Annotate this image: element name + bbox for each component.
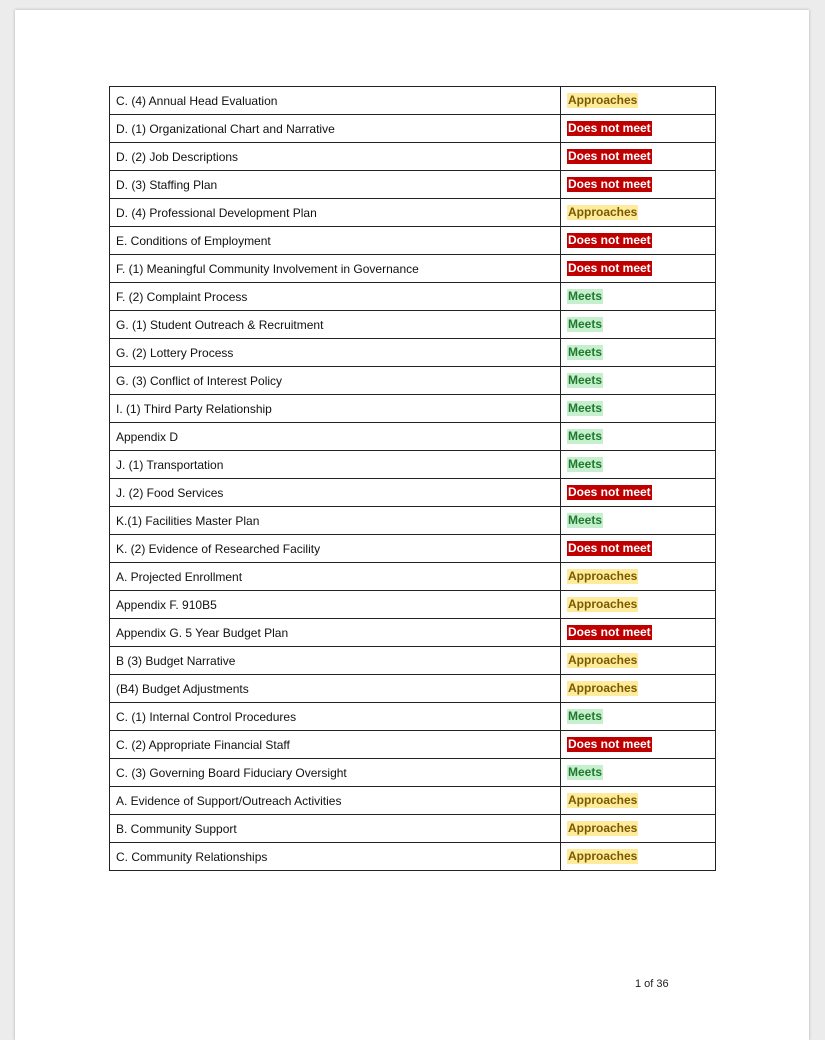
criterion-cell: G. (3) Conflict of Interest Policy	[110, 367, 561, 395]
criterion-cell: A. Projected Enrollment	[110, 563, 561, 591]
rating-badge: Approaches	[568, 569, 638, 583]
table-row	[110, 395, 716, 423]
rating-badge: Meets	[568, 457, 603, 471]
rating-cell	[561, 731, 716, 759]
rating-badge: Approaches	[568, 205, 638, 219]
rating-cell	[561, 843, 716, 871]
rating-cell	[561, 703, 716, 731]
rating-badge: Approaches	[568, 597, 638, 611]
table-row	[110, 227, 716, 255]
table-row	[110, 451, 716, 479]
rating-badge: Meets	[568, 373, 603, 387]
rating-cell	[561, 675, 716, 703]
rating-cell	[561, 339, 716, 367]
rating-cell	[561, 255, 716, 283]
rating-badge: Approaches	[568, 849, 638, 863]
table-row	[110, 619, 716, 647]
criterion-cell: F. (2) Complaint Process	[110, 283, 561, 311]
criterion-cell: C. (4) Annual Head Evaluation	[110, 87, 561, 115]
table-row	[110, 87, 716, 115]
rating-cell	[561, 563, 716, 591]
criterion-cell: D. (2) Job Descriptions	[110, 143, 561, 171]
criterion-cell: Appendix G. 5 Year Budget Plan	[110, 619, 561, 647]
criterion-cell: D. (4) Professional Development Plan	[110, 199, 561, 227]
table-row	[110, 647, 716, 675]
rating-badge: Meets	[568, 709, 603, 723]
rating-badge: Does not meet	[568, 541, 651, 555]
rating-badge: Meets	[568, 429, 603, 443]
table-row	[110, 815, 716, 843]
table-row	[110, 759, 716, 787]
table-row	[110, 311, 716, 339]
rating-cell	[561, 451, 716, 479]
rating-badge: Approaches	[568, 653, 638, 667]
criterion-cell: Appendix F. 910B5	[110, 591, 561, 619]
criterion-cell: D. (3) Staffing Plan	[110, 171, 561, 199]
rating-badge: Does not meet	[568, 261, 651, 275]
rating-badge: Meets	[568, 317, 603, 331]
document-page	[15, 10, 809, 1040]
rating-cell	[561, 479, 716, 507]
rating-badge: Does not meet	[568, 625, 651, 639]
table-row	[110, 675, 716, 703]
table-row	[110, 171, 716, 199]
table-row	[110, 143, 716, 171]
rating-badge: Does not meet	[568, 149, 651, 163]
rating-cell	[561, 171, 716, 199]
rating-badge: Does not meet	[568, 233, 651, 247]
criterion-cell: Appendix D	[110, 423, 561, 451]
rating-badge: Meets	[568, 289, 603, 303]
rating-cell	[561, 647, 716, 675]
table-row	[110, 507, 716, 535]
rating-badge: Meets	[568, 765, 603, 779]
rating-cell	[561, 787, 716, 815]
criterion-cell: C. (1) Internal Control Procedures	[110, 703, 561, 731]
page-number: 1 of 36	[635, 978, 669, 990]
table-row	[110, 199, 716, 227]
criterion-cell: A. Evidence of Support/Outreach Activities	[110, 787, 561, 815]
table-row	[110, 535, 716, 563]
criterion-cell: B. Community Support	[110, 815, 561, 843]
rating-badge: Does not meet	[568, 121, 651, 135]
rating-cell	[561, 115, 716, 143]
criterion-cell: B (3) Budget Narrative	[110, 647, 561, 675]
criterion-cell: K. (2) Evidence of Researched Facility	[110, 535, 561, 563]
table-row	[110, 787, 716, 815]
rating-cell	[561, 535, 716, 563]
rating-cell	[561, 507, 716, 535]
rating-badge: Approaches	[568, 821, 638, 835]
rating-cell	[561, 143, 716, 171]
criterion-cell: C. Community Relationships	[110, 843, 561, 871]
rating-cell	[561, 395, 716, 423]
table-row	[110, 731, 716, 759]
table-row	[110, 367, 716, 395]
rating-badge: Approaches	[568, 793, 638, 807]
rating-cell	[561, 759, 716, 787]
criterion-cell: I. (1) Third Party Relationship	[110, 395, 561, 423]
criterion-cell: G. (1) Student Outreach & Recruitment	[110, 311, 561, 339]
rating-badge: Approaches	[568, 93, 638, 107]
rating-cell	[561, 311, 716, 339]
rating-cell	[561, 227, 716, 255]
rating-cell	[561, 815, 716, 843]
table-row	[110, 479, 716, 507]
rating-badge: Does not meet	[568, 737, 651, 751]
rating-cell	[561, 283, 716, 311]
table-row	[110, 255, 716, 283]
table-row	[110, 703, 716, 731]
criterion-cell: K.(1) Facilities Master Plan	[110, 507, 561, 535]
rating-table-body	[110, 87, 716, 871]
criterion-cell: F. (1) Meaningful Community Involvement in Governance	[110, 255, 561, 283]
rating-badge: Does not meet	[568, 485, 651, 499]
rating-cell	[561, 199, 716, 227]
rating-badge: Meets	[568, 345, 603, 359]
criterion-cell: G. (2) Lottery Process	[110, 339, 561, 367]
criterion-cell: J. (1) Transportation	[110, 451, 561, 479]
rating-badge: Meets	[568, 513, 603, 527]
rating-cell	[561, 591, 716, 619]
criterion-cell: D. (1) Organizational Chart and Narrative	[110, 115, 561, 143]
table-row	[110, 423, 716, 451]
rating-table	[109, 86, 716, 871]
criterion-cell: (B4) Budget Adjustments	[110, 675, 561, 703]
criterion-cell: C. (3) Governing Board Fiduciary Oversight	[110, 759, 561, 787]
table-row	[110, 339, 716, 367]
table-row	[110, 591, 716, 619]
rating-cell	[561, 619, 716, 647]
criterion-cell: C. (2) Appropriate Financial Staff	[110, 731, 561, 759]
table-row	[110, 843, 716, 871]
rating-cell	[561, 87, 716, 115]
criterion-cell: E. Conditions of Employment	[110, 227, 561, 255]
rating-cell	[561, 367, 716, 395]
table-row	[110, 115, 716, 143]
criterion-cell: J. (2) Food Services	[110, 479, 561, 507]
rating-cell	[561, 423, 716, 451]
table-row	[110, 563, 716, 591]
rating-badge: Meets	[568, 401, 603, 415]
rating-badge: Approaches	[568, 681, 638, 695]
table-row	[110, 283, 716, 311]
rating-badge: Does not meet	[568, 177, 651, 191]
